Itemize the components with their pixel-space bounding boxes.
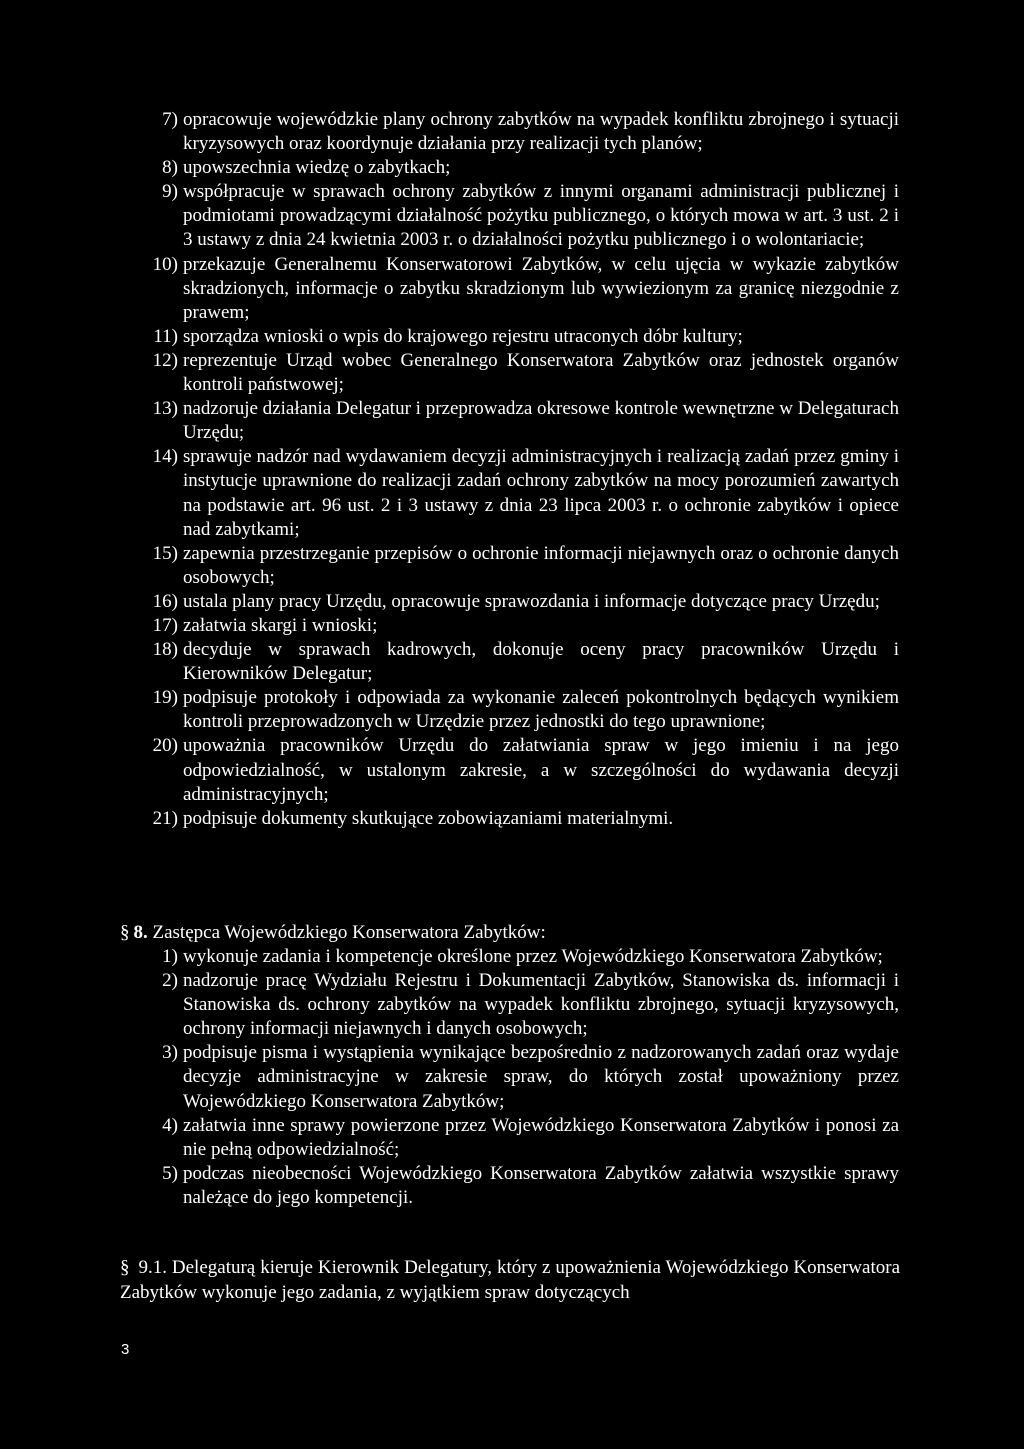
list-item-number: 17) xyxy=(152,614,178,636)
list-item-text: upoważnia pracowników Urzędu do załatwiania spraw w jego imieniu i na jego odpowiedzialność, w ustalonym zakresie, a w szczególności do wydawania decyzji administracyjnych; xyxy=(183,735,899,805)
list-item-text: załatwia skargi i wnioski; xyxy=(183,614,378,636)
list-item xyxy=(0,397,899,445)
list-item-text: podpisuje protokoły i odpowiada za wykonanie zaleceń pokontrolnych będących wynikiem kontroli przeprowadzonych w Urzędzie przez jednostki do tego uprawnione; xyxy=(183,687,899,733)
list-item xyxy=(0,1162,899,1210)
list-item-text: wykonuje zadania i kompetencje określone przez Wojewódzkiego Konserwatora Zabytków; xyxy=(183,946,883,967)
list-item-text: nadzoruje pracę Wydziału Rejestru i Dokumentacji Zabytków, Stanowiska ds. informacji i Stanowiska ds. ochrony zabytków na wypadek konfliktu zbrojnego, sytuacji kryzysowych, ochrony informacji niejawnych i danych osobowych; xyxy=(183,970,899,1040)
list-item xyxy=(0,180,899,252)
list-item xyxy=(0,590,899,614)
list-item xyxy=(0,734,899,806)
list-item xyxy=(0,156,899,180)
list-item-number: 15) xyxy=(152,542,178,564)
list-item-number: 12) xyxy=(152,349,178,371)
list-item xyxy=(0,686,899,734)
list-item-text: ustala plany pracy Urzędu, opracowuje sprawozdania i informacje dotyczące pracy Urzędu; xyxy=(183,590,880,612)
list-item-number: 7) xyxy=(162,109,178,130)
list-item-text: przekazuje Generalnemu Konserwatorowi Zabytków, w celu ujęcia w wykazie zabytków skradzionych, informacje o zabytku skradzionym lub wywiezionym za granicę niezgodnie z prawem; xyxy=(183,253,899,323)
list-item-number: 16) xyxy=(152,590,178,612)
section9-number: 9.1. xyxy=(138,1257,167,1278)
list-item xyxy=(0,108,899,156)
list-item-number: 21) xyxy=(152,807,178,829)
list-item xyxy=(0,1114,899,1162)
list-item-number: 14) xyxy=(152,446,178,468)
list-item-text: współpracuje w sprawach ochrony zabytków z innymi organami administracji publicznej i podmiotami prowadzącymi działalność pożytku publicznego, o których mowa w art. 3 ust. 2 i 3 ustawy z dnia 24 kwietnia 2003 r. o działalności pożytku publicznego i o wolontariacie; xyxy=(183,181,899,251)
list-item-text: podczas nieobecności Wojewódzkiego Konserwatora Zabytków załatwia wszystkie sprawy należące do jego kompetencji. xyxy=(183,1162,899,1208)
list-item-number: 4) xyxy=(162,1114,178,1136)
list-item-number: 11) xyxy=(153,325,178,347)
list-item xyxy=(0,253,899,325)
list-item-number: 13) xyxy=(152,398,178,420)
page-number: 3 xyxy=(121,1341,130,1358)
list-item-text: nadzoruje działania Delegatur i przeprowadza okresowe kontrole wewnętrzne w Delegaturach Urzędu; xyxy=(183,398,899,444)
section-symbol: § xyxy=(120,1257,130,1278)
section7-list xyxy=(0,108,1024,831)
list-item-number: 3) xyxy=(162,1042,178,1064)
section9-paragraph xyxy=(120,1255,900,1305)
list-item-number: 5) xyxy=(162,1162,178,1184)
list-item-text: upowszechnia wiedzę o zabytkach; xyxy=(183,157,451,179)
list-item-number: 2) xyxy=(162,970,178,992)
list-item-number: 18) xyxy=(152,639,178,661)
list-item xyxy=(0,638,899,686)
list-item-number: 8) xyxy=(162,157,178,179)
list-item xyxy=(0,1041,899,1113)
section-symbol: § xyxy=(120,922,130,943)
list-item xyxy=(0,325,899,349)
list-item xyxy=(0,807,899,831)
list-item xyxy=(0,445,899,541)
list-item xyxy=(0,969,899,1041)
list-item-number: 10) xyxy=(152,253,178,275)
list-item-number: 1) xyxy=(162,946,178,967)
section8-heading-text: Zastępca Wojewódzkiego Konserwatora Zabytków: xyxy=(152,922,546,943)
list-item-text: podpisuje dokumenty skutkujące zobowiązaniami materialnymi. xyxy=(183,807,674,829)
list-item-text: sprawuje nadzór nad wydawaniem decyzji administracyjnych i realizacją zadań przez gminy i instytucje uprawnione do realizacji zadań ochrony zabytków na mocy porozumień zawartych na podstawie art. 96 ust. 2 i 3 ustawy z dnia 23 lipca 2003 r. o ochronie zabytków i opiece nad zabytkami; xyxy=(183,446,899,540)
list-item xyxy=(0,349,899,397)
list-item xyxy=(0,614,899,638)
section8-number: 8. xyxy=(133,922,148,943)
list-item-text: zapewnia przestrzeganie przepisów o ochronie informacji niejawnych oraz o ochronie danych osobowych; xyxy=(183,542,899,588)
list-item-text: sporządza wnioski o wpis do krajowego rejestru utraconych dóbr kultury; xyxy=(183,325,743,347)
list-item-text: podpisuje pisma i wystąpienia wynikające bezpośrednio z nadzorowanych zadań oraz wydaje decyzje administracyjne w zakresie spraw, do których został upoważniony przez Wojewódzkiego Konserwatora Zabytków; xyxy=(183,1042,899,1112)
section9-text: Delegaturą kieruje Kierownik Delegatury, który z upoważnienia Wojewódzkiego Konserwatora Zabytków wykonuje jego zadania, z wyjątkiem spraw dotyczących xyxy=(120,1257,901,1303)
section8-list xyxy=(0,945,1024,1210)
list-item-text: opracowuje wojewódzkie plany ochrony zabytków na wypadek konfliktu zbrojnego i sytuacji kryzysowych oraz koordynuje działania przy realizacji tych planów; xyxy=(183,109,899,155)
list-item-number: 19) xyxy=(152,687,178,709)
section8-heading xyxy=(120,921,900,945)
list-item-number: 9) xyxy=(162,181,178,203)
list-item-text: reprezentuje Urząd wobec Generalnego Konserwatora Zabytków oraz jednostek organów kontroli państwowej; xyxy=(183,349,899,396)
list-item xyxy=(0,945,899,969)
list-item-text: decyduje w sprawach kadrowych, dokonuje oceny pracy pracowników Urzędu i Kierowników Delegatur; xyxy=(183,639,899,685)
list-item-number: 20) xyxy=(152,735,178,757)
list-item xyxy=(0,542,899,590)
list-item-text: załatwia inne sprawy powierzone przez Wojewódzkiego Konserwatora Zabytków i ponosi za nie pełną odpowiedzialność; xyxy=(183,1114,899,1160)
